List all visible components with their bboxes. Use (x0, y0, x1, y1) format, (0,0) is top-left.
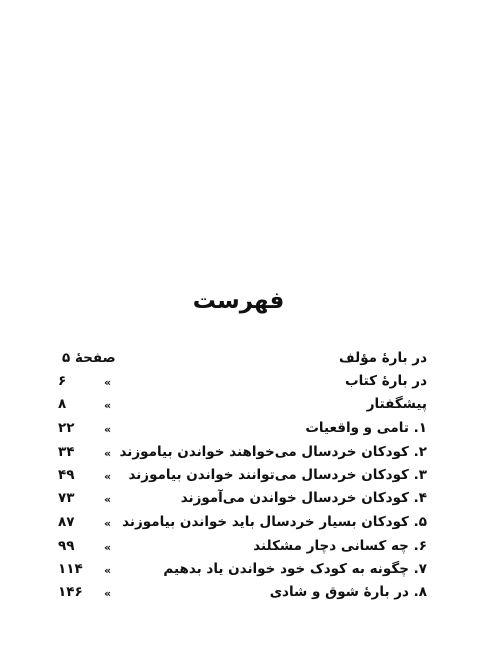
toc-row (0, 373, 477, 395)
toc-entry-label: پیشگفتار (366, 396, 427, 412)
toc-entry-label: در بارهٔ کتاب (345, 373, 427, 389)
toc-entry-page: ۸۷ (58, 514, 75, 530)
toc-entry-label: ۳. کودکان خردسال می‌توانند خواندن بیاموزند (128, 467, 427, 483)
toc-entry-page: ۶ (58, 373, 67, 389)
ditto-mark: « (104, 470, 112, 483)
ditto-mark: « (104, 493, 112, 506)
toc-entry-page: ۱۴۶ (58, 584, 83, 600)
toc-entry-label: ۴. کودکان خردسال خواندن می‌آموزند (180, 490, 427, 506)
ditto-mark: « (104, 399, 112, 412)
toc-entry-page: ۷۳ (58, 490, 75, 506)
toc-row (0, 514, 477, 536)
toc-entry-page: ۴۹ (58, 467, 75, 483)
ditto-mark: « (104, 517, 112, 530)
ditto-mark: « (104, 564, 112, 577)
toc-entry-page: صفحهٔ ۵ (62, 350, 116, 366)
toc-row (0, 396, 477, 418)
toc-entry-page: ۹۹ (58, 538, 75, 554)
toc-entry-page: ۲۲ (58, 420, 75, 436)
ditto-mark: « (104, 376, 112, 389)
toc-entry-label: ۱. تامی و واقعیات (305, 420, 427, 436)
ditto-mark: « (104, 447, 112, 460)
toc-row (0, 561, 477, 583)
toc-row (0, 490, 477, 512)
toc-entry-page: ۱۱۴ (58, 561, 83, 577)
toc-entry-label: در بارهٔ مؤلف (339, 350, 427, 366)
toc-row (0, 350, 477, 372)
toc-entry-label: ۵. کودکان بسیار خردسال باید خواندن بیاموزند (122, 514, 427, 530)
toc-entry-page: ۳۴ (58, 444, 75, 460)
toc-entry-label: ۷. چگونه به کودک خود خواندن یاد بدهیم (163, 561, 427, 577)
toc-entry-label: ۲. کودکان خردسال می‌خواهند خواندن بیاموزند (119, 444, 427, 460)
toc-row (0, 584, 477, 606)
toc-entry-label: ۸. در بارهٔ شوق و شادی (269, 584, 427, 600)
toc-row (0, 444, 477, 466)
ditto-mark: « (104, 541, 112, 554)
toc-row (0, 420, 477, 442)
toc-entry-label: ۶. چه کسانی دچار مشکلند (253, 538, 427, 554)
toc-row (0, 538, 477, 560)
toc-row (0, 467, 477, 489)
ditto-mark: « (104, 423, 112, 436)
toc-entry-page: ۸ (58, 396, 67, 412)
toc-title: فهرست (192, 288, 285, 314)
ditto-mark: « (104, 587, 112, 600)
